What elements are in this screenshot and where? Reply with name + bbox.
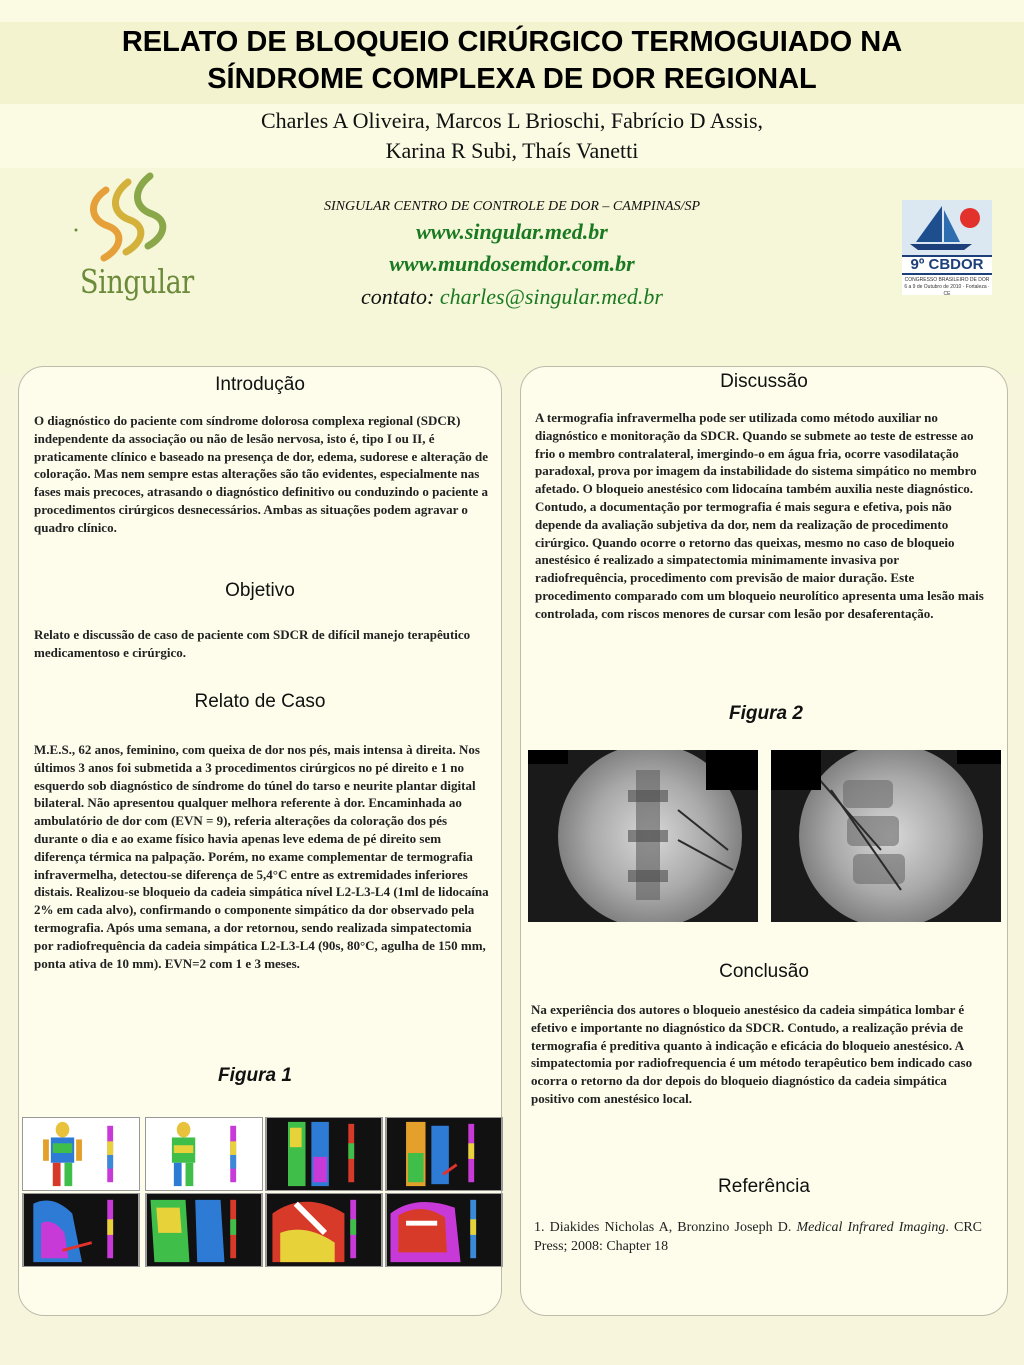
introduction-heading: Introdução (215, 374, 305, 395)
introduction-text: O diagnóstico do paciente com síndrome dolorosa complexa regional (SDCR) independente da associação ou não de lesão nervosa, isto é, tipo I ou II, é praticamente clínico e baseado na presença de dor, edema, sudorese e alteração de coloração. Mas nem sempre estas alterações são tão evidentes, especialmente nas fases mais precoces, atrasando o diagnóstico definitivo ou conduzindo o paciente a procedimentos cirúrgicos desnecessários. Ambas as situações podem agravar o quadro clínico. (34, 413, 489, 535)
reference-text (534, 1218, 982, 1256)
singular-logo-text: Singular (80, 262, 194, 301)
objective-text: Relato e discussão de caso de paciente com SDCR de difícil manejo terapêutico medicamentoso e cirúrgico. (34, 627, 471, 660)
thermogram-feet-2 (145, 1193, 263, 1267)
title-line-1: RELATO DE BLOQUEIO CIRÚRGICO TERMOGUIADO NA (121, 26, 903, 58)
thermogram-legs-front (265, 1117, 383, 1191)
conclusion-text: Na experiência dos autores o bloqueio anestésico da cadeia simpática lombar é efetivo e importante no diagnóstico da SDCR. Contudo, a realização prévia de termografia é preditiva quanto à indicação e eficácia do bloqueio anestésico. A simpatectomia por radiofrequencia é um método terapêutico bem indicado caso ocorra o retorno da dor depois do bloqueio diagnóstico da cadeia simpática positivo com anestésico local. (531, 1002, 973, 1106)
thermogram-feet-1 (22, 1193, 140, 1267)
reference-book-title: Medical Infrared Imaging (796, 1220, 946, 1235)
cbdor-emblem (902, 200, 992, 255)
cbdor-subtitle-line-1: CONGRESSO BRASILEIRO DE DOR (904, 277, 990, 283)
thermogram-legs-side (385, 1117, 503, 1191)
fluoroscopy-image-2 (771, 750, 1001, 922)
reference-authors: 1. Diakides Nicholas A, Bronzino Joseph D. (534, 1220, 797, 1235)
authors-line-1: Charles A Oliveira, Marcos L Brioschi, Fabrício D Assis, (260, 108, 764, 133)
case-report-heading: Relato de Caso (194, 691, 326, 712)
discussion-heading: Discussão (720, 371, 808, 392)
spine-outline-1 (528, 750, 758, 922)
contact-email-link[interactable]: charles@singular.med.br (439, 284, 663, 309)
authors (0, 106, 1024, 166)
figure1-caption: Figura 1 (218, 1065, 292, 1086)
spine-outline-2 (771, 750, 1001, 922)
case-report-text: M.E.S., 62 anos, feminino, com queixa de dor nos pés, mais intensa à direita. Nos últimos 3 anos foi submetida a 3 procedimentos cirúrgicos no pé direito e 1 no esquerdo sob diagnóstico de síndrome do túnel do tarso e neurite plantar digital bilateral. Não apresentou qualquer melhora referente à dor. Encaminhada ao ambulatório de dor com (EVN = 9), referia alterações da coloração dos pés durante o dia e ao exame físico havia apenas leve edema de pé direito sem diferença térmica na palpação. Porém, no exame complementar de termografia infravermelha, detectou-se diferença de 5,4°C entre as extremidades inferiores distais. Realizou-se bloqueio da cadeia simpática nível L2-L3-L4 (1ml de lidocaína 2% em cada alvo), confirmando o componente simpático da dor observado pela termografia. Após uma semana, a dor retornou, sendo realizada simpatectomia por radiofrequência da cadeia simpática L2-L3-L4 (90s, 80°C, agulha de 150 mm, ponta ativa de 10 mm). EVN=2 com 1 e 3 meses. (34, 742, 489, 971)
contact-label: contato: (361, 284, 435, 309)
conclusion-heading: Conclusão (719, 961, 809, 982)
figure2-caption: Figura 2 (729, 703, 803, 724)
authors-line-2: Karina R Subi, Thaís Vanetti (385, 138, 639, 163)
reference-heading: Referência (718, 1176, 810, 1197)
cbdor-logo (902, 200, 992, 295)
poster-title (0, 24, 1024, 98)
cbdor-number: 9º CBDOR (902, 255, 992, 275)
cbdor-subtitle (902, 277, 992, 298)
thermogram-body-back (145, 1117, 263, 1191)
sailboat-icon (902, 200, 992, 255)
title-line-2: SÍNDROME COMPLEXA DE DOR REGIONAL (207, 63, 817, 95)
cbdor-subtitle-line-2: 6 a 9 de Outubro de 2010 · Fortaleza · CE (904, 284, 990, 297)
fluoroscopy-image-1 (528, 750, 758, 922)
thermogram-feet-3 (265, 1193, 383, 1267)
thermogram-body-front (22, 1117, 140, 1191)
objective-heading: Objetivo (225, 580, 295, 601)
institution: SINGULAR CENTRO DE CONTROLE DE DOR – CAMPINAS/SP (323, 199, 701, 214)
website-link-2[interactable]: www.mundosemdor.com.br (389, 251, 635, 276)
discussion-text: A termografia infravermelha pode ser utilizada como método auxiliar no diagnóstico e monitoração da SDCR. Quando se submete ao teste de estresse ao frio o membro contralateral, imergindo-o em água fria, ocorre vasodilatação paradoxal, prova por imagem da instabilidade do sistema simpático no membro afetado. O bloqueio anestésico com lidocaína também auxilia neste diagnóstico. Contudo, a documentação por termografia é mais segura e efetiva, pois não depende da avaliação subjetiva da dor, nem da realização de procedimento cirúrgico. Quando ocorre o retorno das queixas, mesmo no caso de bloqueio anestésico é realizado a simpatectomia minimamente invasiva por radiofrequência, procedimento com previsão de maior duração. Este procedimento comparado com um bloqueio neurolítico apresenta uma lesão mais controlada, com riscos menores de cursar com lesão por desaferentação. (535, 410, 984, 621)
reference-publisher: . CRC Press; 2008: Chapter 18 (534, 1220, 982, 1254)
thermogram-feet-4 (385, 1193, 503, 1267)
website-link-1[interactable]: www.singular.med.br (416, 219, 608, 244)
